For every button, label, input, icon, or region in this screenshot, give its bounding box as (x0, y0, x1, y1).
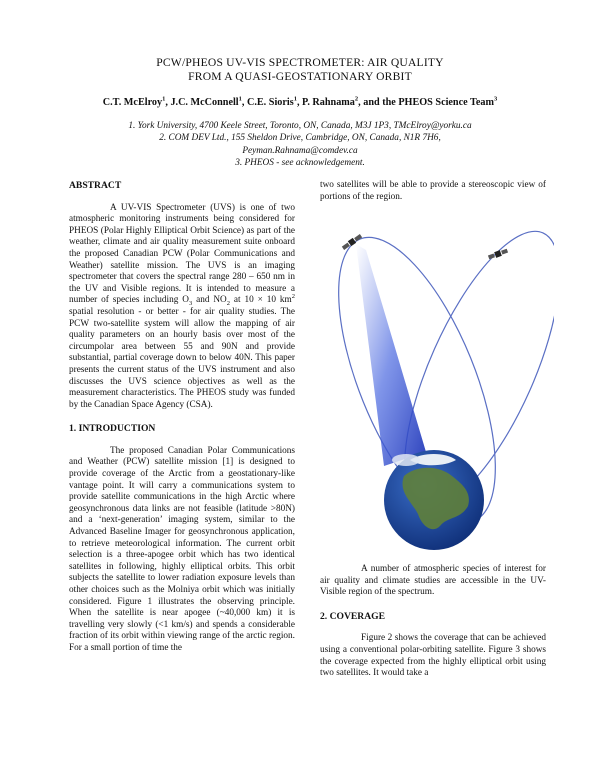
abstract-text (69, 203, 295, 412)
affiliation-2: 2. COM DEV Ltd., 155 Sheldon Drive, Cambridge, ON, Canada, N1R 7H6, (159, 133, 441, 144)
abstract-part-4: spatial resolution - or better - for air quality studies. The PCW two-satellite system will allow the mapping of air quality parameters on an hourly basis over most of the circumpolar area between 55 and 90N and provide substantial, partial coverage down to below 40N. This paper presents the current status of the UVS instrument and also discusses the UVS science objectives as well as the measurement characteristics. The PHEOS study was funded by the Canadian Space Agency (CSA). (69, 306, 295, 410)
author-3: C.E. Sioris (246, 97, 294, 108)
title-line-2: FROM A QUASI-GEOSTATIONARY ORBIT (188, 70, 412, 83)
coverage-text: Figure 2 shows the coverage that can be achieved using a conventional polar-orbiting satellite. Figure 3 shows the coverage expected from the highly elliptical orbit using two satellites. It would take a (320, 633, 546, 679)
earth-footprint (392, 454, 420, 466)
right-column-top (320, 180, 546, 203)
intro-heading: 1. INTRODUCTION (69, 423, 156, 435)
author-list: C.T. McElroy$^1$, J.C. McConnell$^1$, C.E. Sioris$^1$, P. Rahnama$^2$, and the PHEOS Science Team$^3$ (102, 95, 498, 108)
right-continuation-text: two satellites will be able to provide a stereoscopic view of portions of the region. (320, 180, 546, 202)
affiliation-1: 1. York University, 4700 Keele Street, Toronto, ON, Canada, M3J 1P3, TMcElroy@yorku.ca (128, 121, 472, 131)
affiliations (0, 120, 600, 170)
affiliation-3: 3. PHEOS - see acknowledgement. (235, 158, 365, 169)
no2-subscript: 2 (226, 300, 230, 308)
author-4-sup: 2 (354, 95, 359, 103)
affiliation-2-email: Peyman.Rahnama@comdev.ca (242, 145, 358, 156)
abstract-heading: ABSTRACT (69, 180, 122, 191)
left-column (69, 180, 295, 655)
figure-caption: A number of atmospheric species of interest for air quality and climate studies are accessible in the UV-Visible region of the spectrum. (320, 564, 546, 598)
right-column-bottom (320, 564, 546, 680)
paper-title (0, 56, 600, 84)
orbit-figure (322, 220, 554, 552)
author-2-sup: 1 (238, 95, 242, 103)
abstract-part-3: at 10 × 10 km (229, 295, 292, 306)
o3-subscript: 3 (188, 300, 193, 308)
author-4: P. Rahnama (302, 97, 355, 108)
abstract-part-2: and NO (192, 295, 227, 306)
abstract-part-1: A UV-VIS Spectrometer (UVS) is one of two atmospheric monitoring instruments being considered for PHEOS (Polar Highly Elliptical Orbit Science) as part of the weather, climate and air quality measurement suite onboard the proposed Canadian PCW (Polar Communications and Weather) satellite mission. The UVS is an imaging spectrometer that covers the spectral range 280 – 650 nm in the UV and Visible regions. It is intended to measure a number of species including O (69, 202, 295, 306)
title-line-1: PCW/PHEOS UV-VIS SPECTROMETER: AIR QUALITY (156, 56, 444, 69)
author-2: J.C. McConnell (170, 97, 239, 108)
author-5-sup: 3 (493, 95, 498, 103)
satellite-2-icon (488, 248, 509, 260)
author-1-sup: 1 (162, 95, 166, 103)
viewing-beam (356, 244, 426, 466)
author-3-sup: 1 (293, 95, 297, 103)
coverage-heading: 2. COVERAGE (320, 610, 386, 622)
author-5: and the PHEOS Science Team (363, 97, 494, 108)
intro-text: The proposed Canadian Polar Communications and Weather (PCW) satellite mission [1] is designed to provide coverage of the Arctic from a geostationary-like vantage point. It will carry a communications system to provide satellite communications in the high Arctic where geosynchronous data links are not feasible (latitude >80N) and a ‘next-generation’ imaging system, similar to the Advanced Baseline Imager for geosynchronous application, to retrieve meteorological information. The current orbit selection is a three-apogee orbit which has two identical satellites in following, highly elliptical orbits. This orbit subjects the satellite to lower radiation exposure levels than other choices such as the Molniya orbit which was initially considered. Figure 1 illustrates the observing principle. When the satellite is near apogee (~40,000 km) it is travelling very slowly (<1 km/s) and spends a considerable fraction of its orbit within viewing range of the arctic region. For a small portion of time the (69, 445, 295, 653)
author-1: C.T. McElroy (102, 97, 163, 108)
km-superscript: 2 (291, 293, 295, 301)
